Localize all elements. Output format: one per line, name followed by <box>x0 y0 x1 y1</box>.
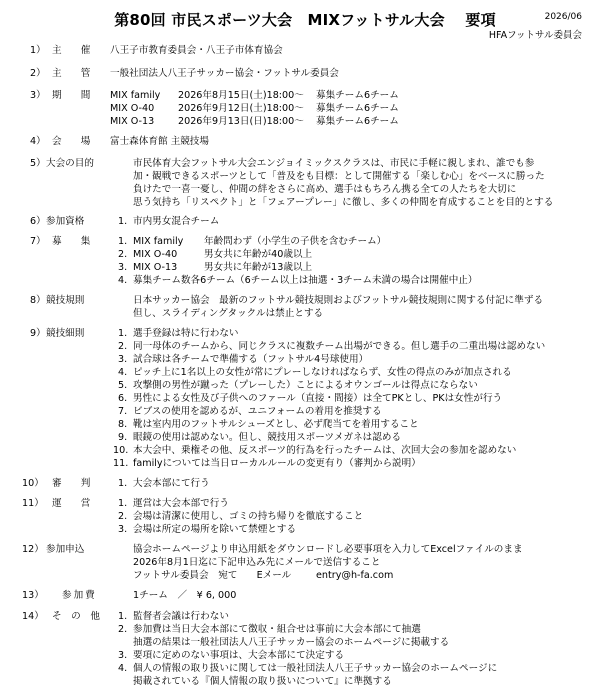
application-line: 2026年8月1日迄に下記申込み先にメールで送信すること <box>133 557 381 568</box>
section-8-number: 8） <box>30 295 46 306</box>
section-14-label: そ の 他 <box>52 611 100 622</box>
section-12-number: 12） <box>22 544 44 555</box>
other-item-text: 抽選の結果は一般社団法人八王子サッカー協会のホームページに掲載する <box>133 637 450 648</box>
section-6-label: 参加資格 <box>46 216 85 227</box>
section-1-text: 八王子市教育委員会・八王子市体育協会 <box>110 45 283 56</box>
detail-rule-number: 3. <box>118 354 128 365</box>
section-11-number: 11） <box>22 498 44 509</box>
other-item-number: 4. <box>118 663 128 674</box>
detail-rule-text: ピッチ上に1名以上の女性が常にプレーしなければならず、女性の得点のみが加点される <box>133 367 512 378</box>
section-3-label: 期 間 <box>52 90 91 101</box>
recruit-item-description: 年齢問わず（小学生の子供を含むチーム） <box>204 236 387 247</box>
issuing-organization: HFAフットサル委員会 <box>488 30 582 41</box>
section-2-text: 一般社団法人八王子サッカー協会・フットサル委員会 <box>110 68 339 79</box>
section-11-label: 運 営 <box>52 498 91 509</box>
detail-rule-text: 同一母体のチームから、同じクラスに複数チーム出場ができる。但し選手の二重出場は認めない <box>133 341 546 352</box>
section-4-number: 4） <box>30 136 46 147</box>
section-4-label: 会 場 <box>52 136 91 147</box>
section-5-number: 5） <box>30 158 46 169</box>
recruit-item-category: MIX O-13 <box>133 262 178 273</box>
section-13-number: 13） <box>22 590 44 601</box>
detail-rule-number: 4. <box>118 367 128 378</box>
section-10-marker: 1. <box>118 478 128 489</box>
section-3-number: 3） <box>30 90 46 101</box>
detail-rule-number: 10. <box>113 445 129 456</box>
section-1-number: 1） <box>30 45 46 56</box>
schedule-quota: 募集チーム6チーム <box>316 103 399 114</box>
section-13-label: 参加費 <box>62 590 97 601</box>
purpose-line: 思う気持ち「リスペクト」と「フェアープレー」に徹し、多くの仲間を育成することを目的とする <box>133 197 554 208</box>
other-item-text: 監督者会議は行わない <box>133 611 229 622</box>
operation-item-number: 2. <box>118 511 128 522</box>
detail-rule-number: 8. <box>118 419 128 430</box>
section-7-label: 募 集 <box>52 236 91 247</box>
section-4-text: 富士森体育館 主競技場 <box>110 136 209 147</box>
schedule-category: MIX family <box>110 90 161 101</box>
detail-rule-text: 試合球は各チームで準備する（フットサル4号球使用） <box>133 354 369 365</box>
section-10-number: 10） <box>22 478 44 489</box>
detail-rule-number: 2. <box>118 341 128 352</box>
detail-rule-text: familyについては当日ローカルルールの変更有り（審判から説明） <box>133 458 421 469</box>
recruit-item-number: 4. <box>118 275 128 286</box>
schedule-date: 2026年8月15日(土)18:00～ <box>178 90 304 101</box>
detail-rule-text: ビブスの使用を認めるが、ユニフォームの着用を推奨する <box>133 406 382 417</box>
operation-item-text: 運営は大会本部で行う <box>133 498 229 509</box>
section-10-text: 大会本部にて行う <box>133 478 210 489</box>
schedule-quota: 募集チーム6チーム <box>316 116 399 127</box>
operation-item-text: 会場は所定の場所を除いて禁煙とする <box>133 524 297 535</box>
detail-rule-number: 1. <box>118 328 128 339</box>
rules-line: 日本サッカー協会 最新のフットサル競技規則およびフットサル競技規則に関する付記に準ずる <box>133 295 544 306</box>
detail-rule-text: 男性による女性及び子供へのファール（直接・間接）は全てPKとし、PKは女性が行う <box>133 393 503 404</box>
document-date: 2026/06 <box>544 12 582 22</box>
section-6-text: 市内男女混合チーム <box>133 216 220 227</box>
section-1-label: 主 催 <box>52 45 91 56</box>
section-6-number: 6） <box>30 216 46 227</box>
section-13-text: 1チーム ／ ¥ 6, 000 <box>133 590 237 601</box>
recruit-item-number: 2. <box>118 249 128 260</box>
other-item-text: 掲載されている『個人情報の取り扱いについて』に準拠する <box>133 676 392 687</box>
operation-item-text: 会場は清潔に使用し、ゴミの持ち帰りを徹底すること <box>133 511 364 522</box>
section-9-number: 9） <box>30 328 46 339</box>
recruit-item-number: 3. <box>118 262 128 273</box>
detail-rule-text: 選手登録は特に行わない <box>133 328 239 339</box>
detail-rule-text: 靴は室内用のフットサルシューズとし、必ず爬当てを着用すること <box>133 419 419 430</box>
section-8-label: 競技規則 <box>46 295 85 306</box>
other-item-text: 要項に定めのない事項は、大会本部にて決定する <box>133 650 345 661</box>
section-10-label: 審 判 <box>52 478 91 489</box>
operation-item-number: 1. <box>118 498 128 509</box>
other-item-text: 個人の情報の取り扱いに関しては一般社団法人八王子サッカー協会のホームページに <box>133 663 498 674</box>
recruit-item-description: 男女共に年齢が40歳以上 <box>204 249 313 260</box>
purpose-line: 市民体育大会フットサル大会エンジョイミックスクラスは、市民に手軽に親しまれ、誰でも参 <box>133 158 535 169</box>
schedule-quota: 募集チーム6チーム <box>316 90 399 101</box>
schedule-date: 2026年9月13日(日)18:00～ <box>178 116 304 127</box>
detail-rule-number: 7. <box>118 406 128 417</box>
section-12-label: 参加申込 <box>46 544 85 555</box>
section-6-marker: 1. <box>118 216 128 227</box>
application-contact: フットサル委員会 宛て Eメール <box>133 570 292 581</box>
detail-rule-text: 眼鏡の使用は認めない。但し、競技用スポーツメガネは認める <box>133 432 402 443</box>
detail-rule-text: 攻撃側の男性が蹴った（プレーした）ことによるオウンゴールは得点にならない <box>133 380 478 391</box>
document-title: 第80回 市民スポーツ大会 MIXフットサル大会 要項 <box>114 11 496 29</box>
operation-item-number: 3. <box>118 524 128 535</box>
detail-rule-number: 9. <box>118 432 128 443</box>
other-item-text: 参加費は当日大会本部にて徴収・組合せは事前に大会本部にて抽選 <box>133 624 421 635</box>
section-2-number: 2） <box>30 68 46 79</box>
section-14-number: 14） <box>22 611 44 622</box>
section-9-label: 競技細則 <box>46 328 85 339</box>
recruit-item-description: 男女共に年齢が13歳以上 <box>204 262 313 273</box>
detail-rule-number: 5. <box>118 380 128 391</box>
detail-rule-text: 本大会中、乗権その他、反スポーツ的行為を行ったチームは、次回大会の参加を認めない <box>133 445 517 456</box>
recruit-item-category: MIX O-40 <box>133 249 178 260</box>
other-item-number: 2. <box>118 624 128 635</box>
purpose-line: 負けたで一喜一憂し、仲間の絆をさらに高め、選手はもちろん携る全ての人たちを大切に <box>133 184 517 195</box>
schedule-category: MIX O-40 <box>110 103 155 114</box>
recruit-item-category: MIX family <box>133 236 184 247</box>
application-email: entry@h-fa.com <box>316 570 394 581</box>
recruit-item-description: 募集チーム数各6チーム（6チーム以上は抽選・3チーム未満の場合は開催中止） <box>133 275 478 286</box>
detail-rule-number: 6. <box>118 393 128 404</box>
section-2-label: 主 管 <box>52 68 91 79</box>
other-item-number: 3. <box>118 650 128 661</box>
schedule-category: MIX O-13 <box>110 116 155 127</box>
section-5-label: 大会の目的 <box>46 158 94 169</box>
recruit-item-number: 1. <box>118 236 128 247</box>
other-item-number: 1. <box>118 611 128 622</box>
application-line: 協会ホームページより申込用紙をダウンロードし必要事項を入力してExcelファイルのまま <box>133 544 523 555</box>
section-7-number: 7） <box>30 236 46 247</box>
schedule-date: 2026年9月12日(土)18:00～ <box>178 103 304 114</box>
purpose-line: 加・観戦できるスポーツとして「普及をも目標：として開催する「楽しむ心」をベースに勝った <box>133 171 545 182</box>
rules-line: 但し、スライディングタックルは禁止とする <box>133 308 324 319</box>
detail-rule-number: 11. <box>113 458 129 469</box>
